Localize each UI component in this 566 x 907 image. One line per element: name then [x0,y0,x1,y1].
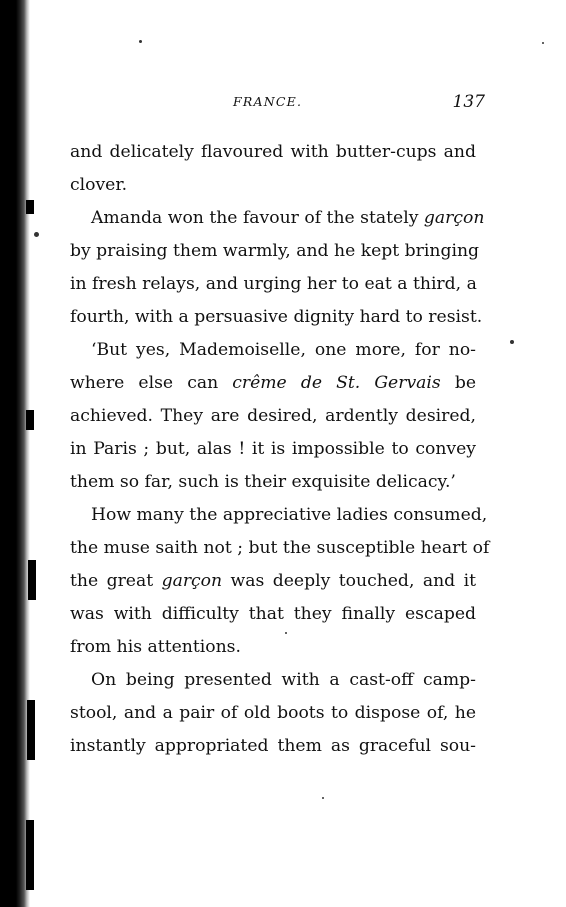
text-line: achieved. They are desired, ardently desired, [70,406,476,426]
running-title: FRANCE. [233,94,303,109]
paper-speck [510,340,514,344]
text-line: clover. [70,175,128,195]
text-line: stool, and a pair of old boots to dispose of, he [70,703,476,723]
binding-notch [26,820,34,890]
running-head [70,94,485,118]
italic-phrase: crême de St. Gervais [232,373,441,393]
text-line: instantly appropriated them as graceful sou- [70,736,476,756]
text-line: ‘But yes, Mademoiselle, one more, for no- [91,340,476,360]
text-line: was with difficulty that they finally escaped [70,604,476,624]
text-line: from his attentions. [70,637,241,657]
text-line: by praising them warmly, and he kept bringing [70,241,480,261]
binding-notch [26,200,34,214]
binding-notch [26,410,34,430]
text-line: On being presented with a cast-off camp- [91,670,476,690]
binding-notch [27,700,35,760]
text-line: Amanda won the favour of the stately garçon [91,208,485,228]
text-line: in fresh relays, and urging her to eat a third, a [70,274,477,294]
text-line: fourth, with a persuasive dignity hard to resist. [70,307,483,327]
text-line: where else can crême de St. Gervais be [70,373,476,393]
text-line: and delicately flavoured with butter-cups and [70,142,476,162]
text-line: in Paris ; but, alas ! it is impossible to convey [70,439,476,459]
text-line: How many the appreciative ladies consumed, [91,505,488,525]
body-text [70,136,490,763]
italic-word: garçon [423,208,485,228]
text-line: the great garçon was deeply touched, and it [70,571,477,591]
paper-speck [139,40,142,43]
paper-speck [34,232,39,237]
text-line: them so far, such is their exquisite delicacy.’ [70,472,456,492]
binding-edge [0,0,30,907]
page-number: 137 [452,92,485,112]
text-line: the muse saith not ; but the susceptible heart of [70,538,490,558]
italic-word: garçon [161,571,223,591]
binding-notch [28,560,36,600]
paper-speck [542,42,544,44]
paper-speck [322,797,324,799]
